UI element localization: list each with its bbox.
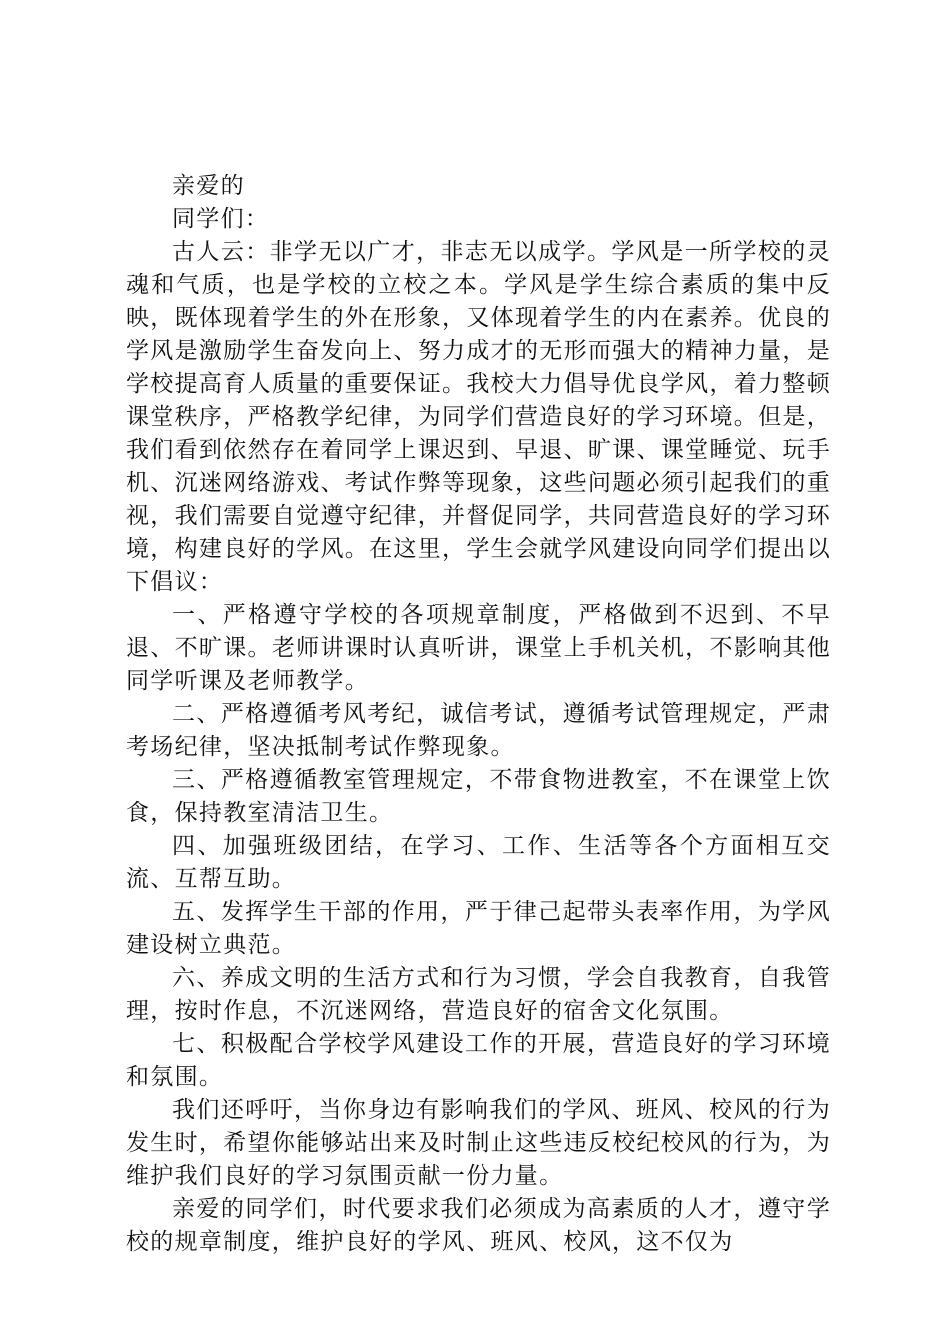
salutation-line-2: 同学们： bbox=[172, 206, 270, 232]
paragraph-item-5: 五、发挥学生干部的作用，严于律己起带头表率作用，为学风建设树立典范。 bbox=[126, 899, 831, 958]
paragraph-item-7: 七、积极配合学校学风建设工作的开展，营造良好的学习环境和氛围。 bbox=[126, 1031, 831, 1090]
paragraph-closing: 亲爱的同学们，时代要求我们必须成为高素质的人才，遵守学校的规章制度，维护良好的学风、班风、校风，这不仅为 bbox=[126, 1196, 831, 1255]
letter-body bbox=[126, 170, 831, 1259]
paragraph-item-3: 三、严格遵循教室管理规定，不带食物进教室，不在课堂上饮食，保持教室清洁卫生。 bbox=[126, 767, 831, 826]
paragraph-intro: 古人云：非学无以广才，非志无以成学。学风是一所学校的灵魂和气质，也是学校的立校之本。学风是学生综合素质的集中反映，既体现着学生的外在形象，又体现着学生的内在素养。优良的学风是激励学生奋发向上、努力成才的无形而强大的精神力量，是学校提高育人质量的重要保证。我校大力倡导优良学风，着力整顿课堂秩序，严格教学纪律，为同学们营造良好的学习环境。但是，我们看到依然存在着同学上课迟到、早退、旷课、课堂睡觉、玩手机、沉迷网络游戏、考试作弊等现象，这些问题必须引起我们的重视，我们需要自觉遵守纪律，并督促同学，共同营造良好的学习环境，构建良好的学风。在这里，学生会就学风建设向同学们提出以下倡议： bbox=[126, 239, 831, 595]
paragraph-appeal: 我们还呼吁，当你身边有影响我们的学风、班风、校风的行为发生时，希望你能够站出来及时制止这些违反校纪校风的行为，为维护我们良好的学习氛围贡献一份力量。 bbox=[126, 1097, 831, 1189]
paragraph-item-4: 四、加强班级团结，在学习、工作、生活等各个方面相互交流、互帮互助。 bbox=[126, 833, 831, 892]
paragraph-item-6: 六、养成文明的生活方式和行为习惯，学会自我教育，自我管理，按时作息，不沉迷网络，营造良好的宿舍文化氛围。 bbox=[126, 965, 831, 1024]
paragraph-item-1: 一、严格遵守学校的各项规章制度，严格做到不迟到、不早退、不旷课。老师讲课时认真听讲，课堂上手机关机，不影响其他同学听课及老师教学。 bbox=[126, 602, 831, 694]
paragraph-item-2: 二、严格遵循考风考纪，诚信考试，遵循考试管理规定，严肃考场纪律，坚决抵制考试作弊现象。 bbox=[126, 701, 831, 760]
salutation-line-1: 亲爱的 bbox=[172, 173, 245, 199]
